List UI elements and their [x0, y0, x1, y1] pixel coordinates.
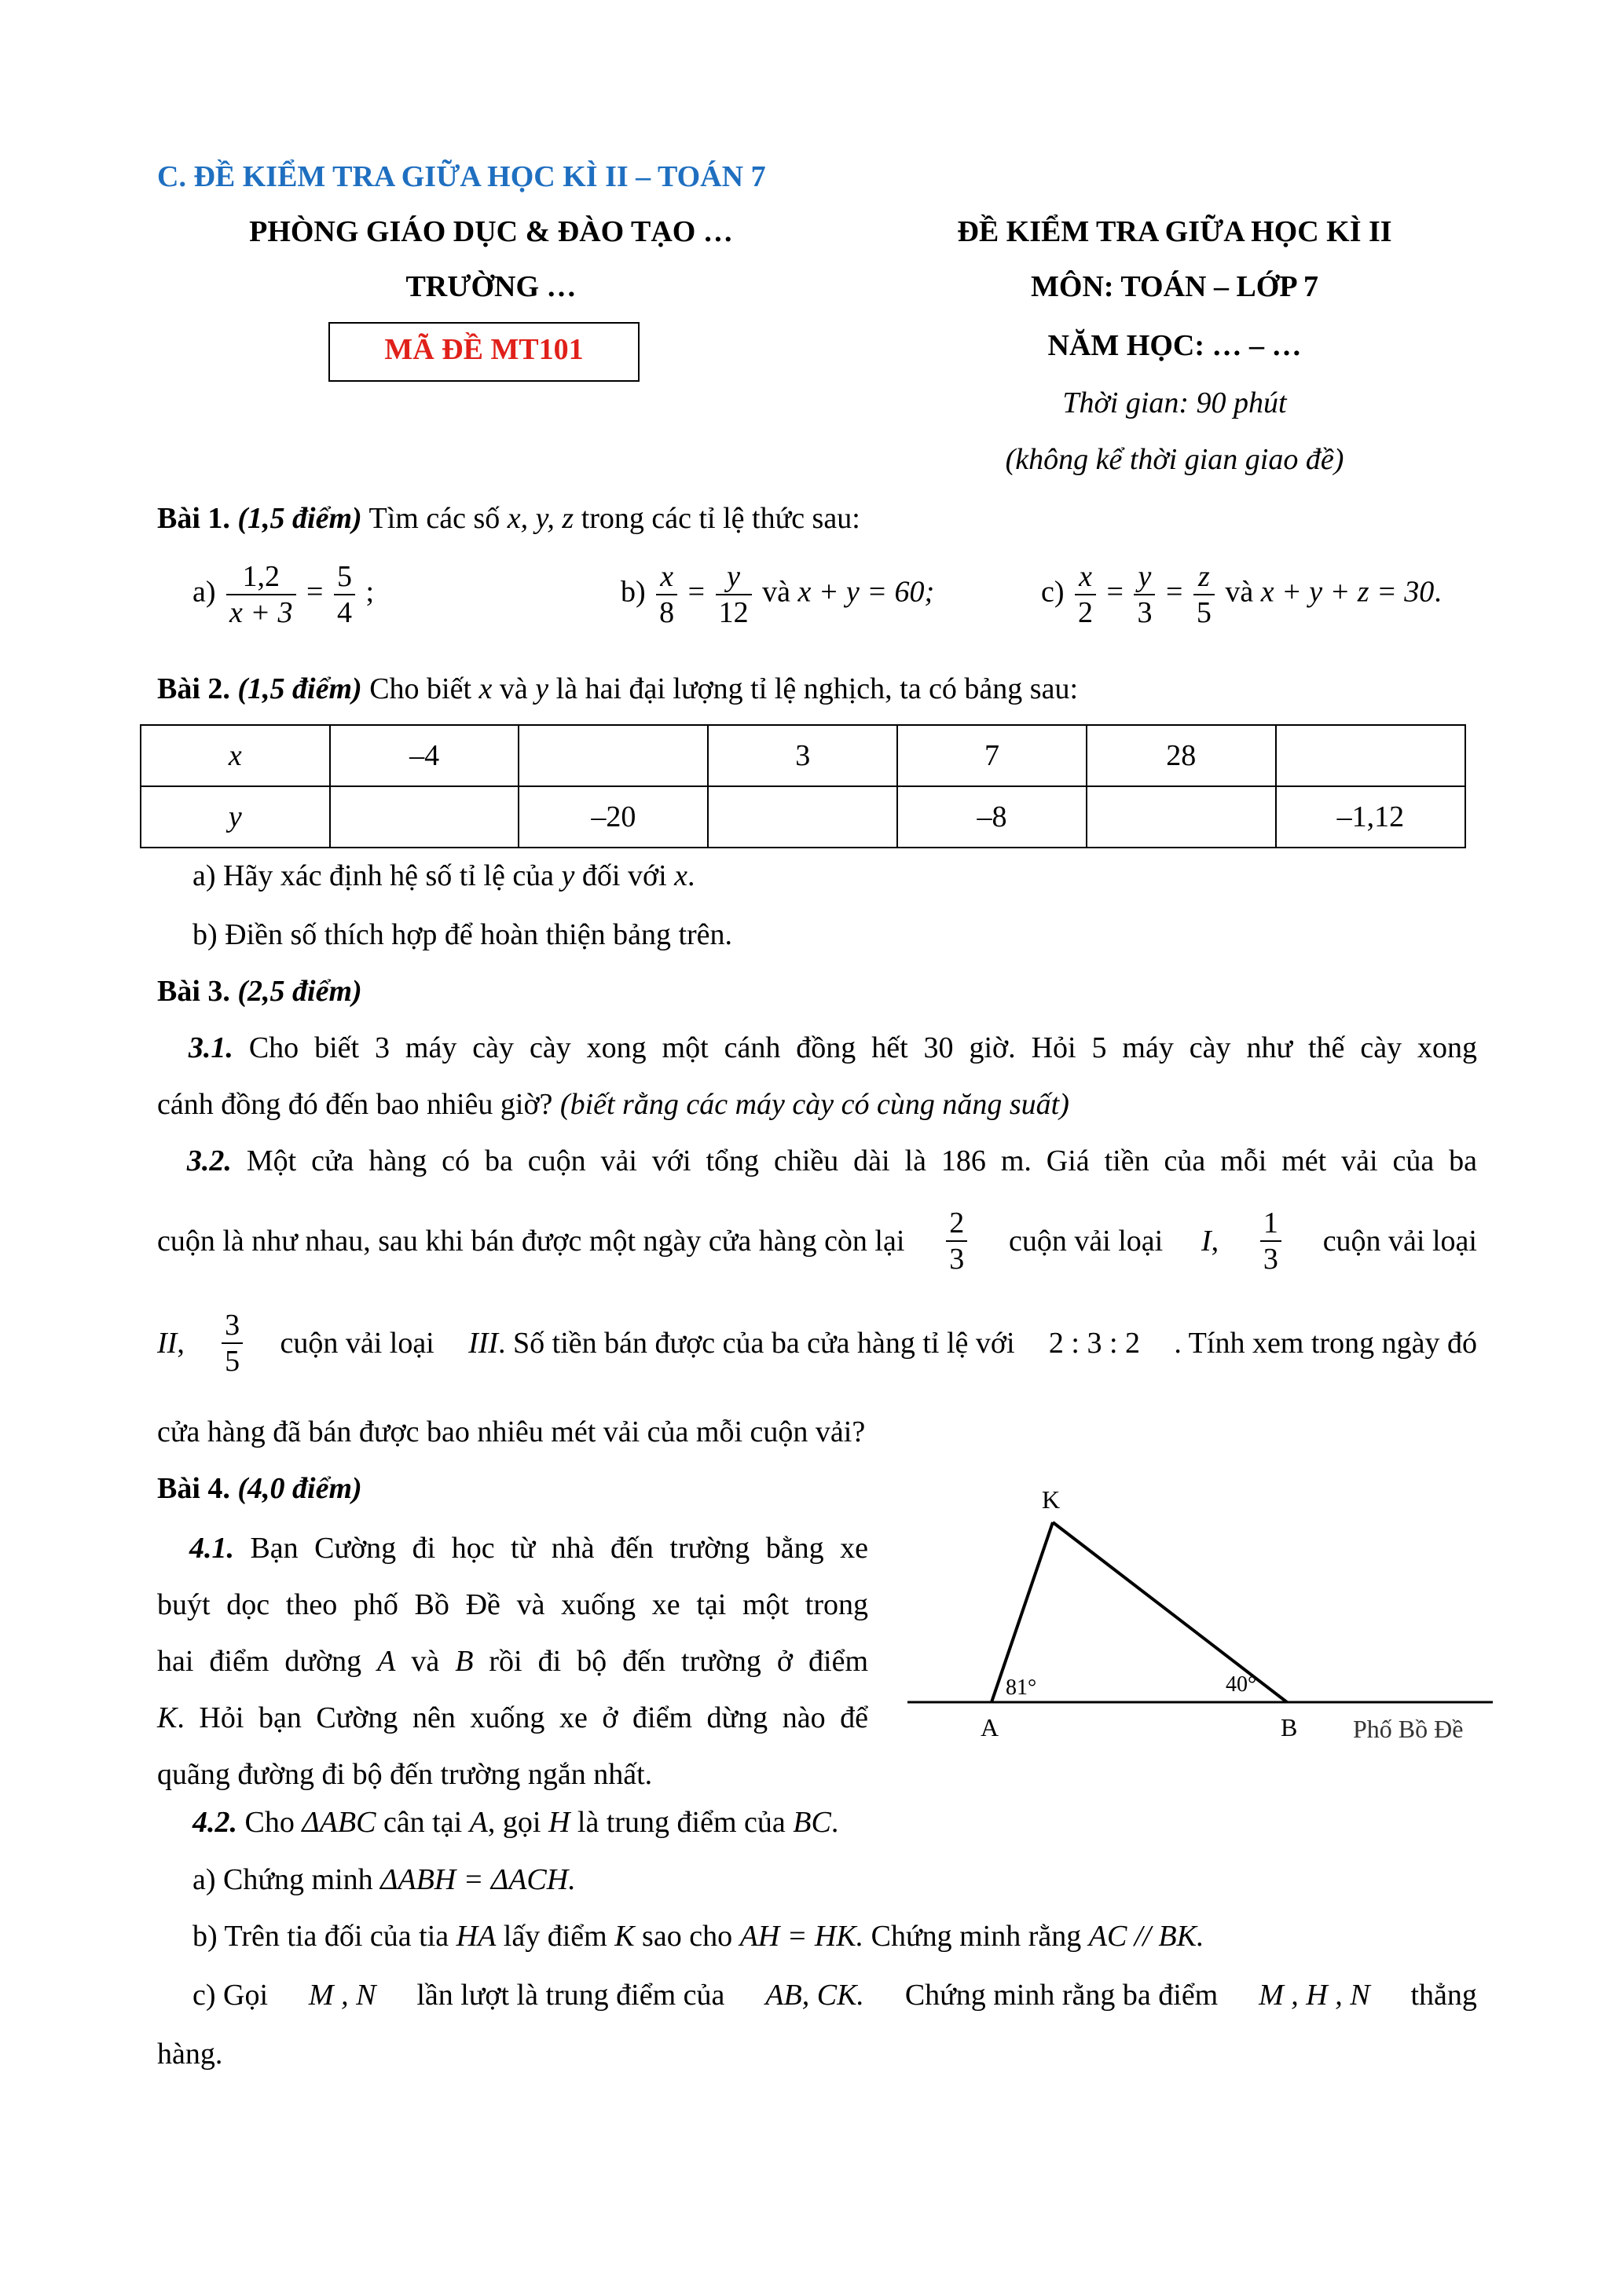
bai1-c-frac2 [1134, 559, 1155, 630]
bai1-prompt [157, 499, 860, 538]
bai4-qb-eq: AH = HK. [739, 1920, 864, 1953]
bai2-and: và [499, 672, 528, 705]
bai3-p32-text2c: cuộn vải loại [1322, 1225, 1477, 1258]
bai1-c-label: c) [1041, 575, 1065, 609]
bai1-b-cond: x + y = 60; [797, 575, 935, 609]
section-title: C. ĐỀ KIỂM TRA GIỮA HỌC KÌ II – TOÁN 7 [157, 160, 766, 193]
bai1-label: Bài 1. [157, 502, 230, 535]
bai3-p31-text2a: cánh đồng đó đến bao nhiêu giờ? [157, 1088, 553, 1121]
bai1-a-frac2 [334, 559, 355, 630]
frac2-den: 3 [1263, 1243, 1278, 1276]
bai3-part-2 [157, 1133, 1477, 1189]
bai2-table [140, 724, 1466, 848]
bai4-question-a [192, 1860, 576, 1899]
bai3-p32-comma: , [1211, 1225, 1219, 1258]
bai4-part-2 [192, 1803, 838, 1842]
bai4-p41-B: B [455, 1645, 474, 1678]
table-cell: 28 [1087, 725, 1276, 786]
frac3-num: 3 [222, 1308, 243, 1344]
bai3-p32-text3c: . Tính xem trong ngày đó [1174, 1327, 1477, 1360]
label-A: A [981, 1713, 999, 1741]
bai4-p41-line3 [157, 1633, 868, 1690]
bai2-qa-y: y [561, 859, 575, 892]
bai1-points: (1,5 điểm) [237, 502, 362, 535]
header-exam-title: ĐỀ KIỂM TRA GIỮA HỌC KÌ II [957, 215, 1392, 248]
bai1-a-num2: 5 [334, 559, 355, 595]
angle-B-label: 40° [1226, 1672, 1257, 1697]
fraction-two-thirds [946, 1206, 967, 1276]
bai1-c-den2: 3 [1137, 596, 1153, 629]
bai3-p32-label: 3.2. [186, 1144, 232, 1177]
bai4-qc-mid2: Chứng minh rằng ba điểm [904, 1979, 1219, 2012]
table-cell [708, 786, 897, 848]
bai3-p32-line3 [157, 1308, 1477, 1379]
bai4-qb-K: K [614, 1920, 635, 1953]
bai1-c-frac3 [1193, 559, 1215, 630]
bai3-p32-comma2: , [177, 1327, 185, 1360]
bai3-p32-line4: cửa hàng đã bán được bao nhiêu mét vải của mỗi cuộn vải? [157, 1415, 866, 1448]
bai4-p41-K: K [157, 1701, 178, 1734]
table-cell: y [141, 786, 330, 848]
frac1-den: 3 [949, 1243, 965, 1276]
bai4-p42-d: là trung điểm của [577, 1806, 786, 1839]
bai4-p42-label: 4.2. [192, 1806, 237, 1839]
bai3-p32-text3b: . Số tiền bán được của ba cửa hàng tỉ lệ với [498, 1327, 1015, 1360]
frac2-num: 1 [1260, 1206, 1281, 1242]
bai1-b-mid: và [762, 575, 790, 609]
bai4-p41-text1: Bạn Cường đi học từ nhà đến trường bằng xe [250, 1532, 868, 1565]
bai4-p42-H: H [548, 1806, 570, 1839]
bai4-p42-b: cân tại [383, 1806, 463, 1839]
bai4-p41-text3b: và [411, 1645, 440, 1678]
triangle-figure [896, 1461, 1493, 1744]
bai2-question-a [192, 856, 695, 895]
bai1-part-a: a) $\frac{1,2}{x + 3}$ = $\frac{5}{4}$ ; [192, 560, 375, 629]
bai1-c-end: . [1434, 575, 1442, 609]
street-label: Phố Bồ Đề [1353, 1715, 1464, 1743]
bai4-question-c-line2: hàng. [157, 2038, 223, 2071]
label-K: K [1042, 1485, 1061, 1514]
bai2-text: Cho biết [369, 672, 472, 705]
exam-code: MÃ ĐỀ MT101 [384, 333, 584, 366]
bai4-part-1 [157, 1520, 868, 1803]
bai4-p42-A: A [469, 1806, 488, 1839]
table-cell: x [141, 725, 330, 786]
table-row-y [141, 786, 1465, 848]
bai3-p32-III: III [468, 1327, 499, 1360]
bai3-p32-line2 [157, 1206, 1477, 1276]
bai3-p31-text1: Cho biết 3 máy cày cày xong một cánh đồng hết 30 giờ. Hỏi 5 máy cày như thế cày xong [248, 1031, 1478, 1064]
bai1-c-den1: 2 [1078, 596, 1094, 629]
frac3-den: 5 [225, 1345, 240, 1378]
bai1-c-cond: x + y + z = 30 [1260, 575, 1435, 609]
bai2-qa-x: x [674, 859, 688, 892]
bai2-qa-pre: a) Hãy xác định hệ số tỉ lệ của [192, 859, 555, 892]
bai3-p31-text2b: (biết rằng các máy cày có cùng năng suất) [559, 1088, 1069, 1121]
label-B: B [1281, 1713, 1298, 1741]
bai4-qc-seg: AB, CK. [765, 1979, 864, 2012]
bai4-qc-MN: M , N [308, 1979, 376, 2012]
bai4-qc-pre: c) Gọi [192, 1979, 269, 2012]
bai1-b-frac1 [656, 559, 677, 630]
bai4-qa-eq: ΔABH = ΔACH. [380, 1863, 576, 1896]
bai4-qa-pre: a) Chứng minh [192, 1863, 373, 1896]
bai4-p42-e: . [830, 1806, 839, 1839]
bai2-x: x [478, 672, 493, 705]
table-cell: 7 [897, 725, 1087, 786]
bai2-question-b: b) Điền số thích hợp để hoàn thiện bảng trên. [192, 918, 733, 951]
bai3-p32-ratio: 2 : 3 : 2 [1048, 1327, 1141, 1360]
bai1-part-c: c) $\frac{x}{2}$ = $\frac{y}{3}$ = $\frac{z}{5}$ và x + y + z = 30. [1041, 560, 1442, 629]
bai4-p41-text3c: rồi đi bộ đến trường ở điểm [489, 1645, 868, 1678]
bai4-qb-mid: lấy điểm [503, 1920, 607, 1953]
bai1-a-label: a) [192, 575, 216, 609]
bai1-c-frac1 [1075, 559, 1096, 630]
bai3-p32-text3a: cuộn vải loại [280, 1327, 434, 1360]
bai1-b-num2: y [716, 559, 752, 595]
frac1-num: 2 [946, 1206, 967, 1242]
bai4-p41-line4 [157, 1690, 868, 1746]
bai4-label: Bài 4. [157, 1472, 230, 1505]
bai1-a-frac1 [226, 559, 296, 630]
bai1-c-mid: và [1225, 575, 1254, 609]
header-school-year: NĂM HỌC: … – … [1047, 329, 1302, 362]
bai1-a-den1: x + 3 [229, 596, 293, 629]
bai3-p32-text2b: cuộn vải loại [1008, 1225, 1164, 1258]
bai4-p41-A: A [377, 1645, 396, 1678]
header-department: PHÒNG GIÁO DỤC & ĐÀO TẠO … [249, 215, 733, 248]
bai1-c-num1: x [1075, 559, 1096, 595]
bai4-points: (4,0 điểm) [237, 1472, 362, 1505]
header-school: TRƯỜNG … [405, 270, 577, 303]
bai4-qb-par: AC // BK. [1088, 1920, 1204, 1953]
table-row-x [141, 725, 1465, 786]
bai4-prompt [157, 1469, 362, 1508]
bai3-p31-line2 [157, 1076, 1477, 1133]
bai1-b-frac2 [716, 559, 752, 630]
bai1-b-den1: 8 [659, 596, 675, 629]
bai4-p41-label: 4.1. [189, 1532, 234, 1565]
table-cell [1087, 786, 1276, 848]
angle-A-label: 81° [1006, 1675, 1037, 1700]
bai1-c-den3: 5 [1196, 596, 1212, 629]
bai4-question-b [192, 1917, 1204, 1956]
bai4-qc-pts: M , H , N [1259, 1979, 1370, 2012]
bai3-prompt [157, 972, 362, 1011]
bai2-text2: là hai đại lượng tỉ lệ nghịch, ta có bảng sau: [555, 672, 1079, 705]
bai4-qc-mid: lần lượt là trung điểm của [416, 1979, 725, 2012]
bai4-qb-HA: HA [456, 1920, 497, 1953]
bai4-p42-a: Cho [244, 1806, 295, 1839]
bai4-p41-text3a: hai điểm dường [157, 1645, 362, 1678]
bai4-p42-c: , gọi [487, 1806, 541, 1839]
bai3-p31-label: 3.1. [188, 1031, 233, 1064]
bai3-label: Bài 3. [157, 975, 230, 1008]
fraction-three-fifths [222, 1308, 243, 1379]
table-cell: –20 [519, 786, 708, 848]
table-cell [519, 725, 708, 786]
bai3-part-1 [157, 1020, 1477, 1133]
fraction-one-third [1260, 1206, 1281, 1276]
bai4-qb-pre: b) Trên tia đối của tia [192, 1920, 449, 1953]
bai3-p31-line1 [157, 1020, 1477, 1076]
bai3-p32-text2a: cuộn là như nhau, sau khi bán được một ngày cửa hàng còn lại [157, 1225, 905, 1258]
bai1-a-den2: 4 [336, 596, 352, 629]
header-time-note: (không kể thời gian giao đề) [1005, 443, 1344, 476]
bai1-text: Tìm các số [368, 502, 500, 535]
bai1-a-end: ; [365, 575, 375, 609]
bai4-qc-end: thẳng [1410, 1979, 1477, 2012]
table-cell: –1,12 [1276, 786, 1465, 848]
bai4-p42-tri: ΔABC [302, 1806, 376, 1839]
bai1-vars: x, y, z [507, 502, 574, 535]
bai4-question-c [192, 1976, 1477, 2015]
bai4-p41-line1 [157, 1520, 868, 1576]
bai1-c-num2: y [1134, 559, 1155, 595]
bai3-points: (2,5 điểm) [237, 975, 362, 1008]
header-subject: MÔN: TOÁN – LỚP 7 [1031, 270, 1318, 303]
bai4-p42-BC: BC [793, 1806, 831, 1839]
bai1-part-b: b) $\frac{x}{8}$ = $\frac{y}{12}$ và x + y = 60; [621, 560, 935, 629]
bai1-b-den2: 12 [718, 596, 749, 629]
bai2-y: y [535, 672, 549, 705]
bai1-b-num1: x [656, 559, 677, 595]
bai4-p41-line5: quãng đường đi bộ đến trường ngắn nhất. [157, 1758, 653, 1791]
table-cell: 3 [708, 725, 897, 786]
bai3-p32-line1 [157, 1133, 1477, 1189]
bai2-label: Bài 2. [157, 672, 230, 705]
bai2-prompt [157, 669, 1078, 709]
table-cell: –8 [897, 786, 1087, 848]
bai4-p41-text4: . Hỏi bạn Cường nên xuống xe ở điểm dừng nào để [177, 1701, 868, 1734]
table-cell: –4 [330, 725, 519, 786]
bai2-qa-mid: đối với [581, 859, 667, 892]
bai1-c-num3: z [1193, 559, 1215, 595]
bai2-points: (1,5 điểm) [237, 672, 362, 705]
bai1-a-num1: 1,2 [226, 559, 296, 595]
bai3-p32-II: II [157, 1327, 178, 1360]
bai4-qb-mid2: sao cho [642, 1920, 733, 1953]
bai1-text2: trong các tỉ lệ thức sau: [581, 502, 860, 535]
bai4-p41-line2: buýt dọc theo phố Bồ Đề và xuống xe tại một trong [157, 1588, 868, 1621]
bai4-qb-mid3: Chứng minh rằng [871, 1920, 1082, 1953]
bai2-qa-end: . [687, 859, 695, 892]
bai3-p32-I: I [1201, 1225, 1212, 1258]
table-cell [1276, 725, 1465, 786]
bai1-b-label: b) [621, 575, 646, 609]
bai3-p32-text1: Một cửa hàng có ba cuộn vải với tổng chiều dài là 186 m. Giá tiền của mỗi mét vải của ba [246, 1144, 1478, 1177]
header-time: Thời gian: 90 phút [1062, 386, 1287, 419]
table-cell [330, 786, 519, 848]
